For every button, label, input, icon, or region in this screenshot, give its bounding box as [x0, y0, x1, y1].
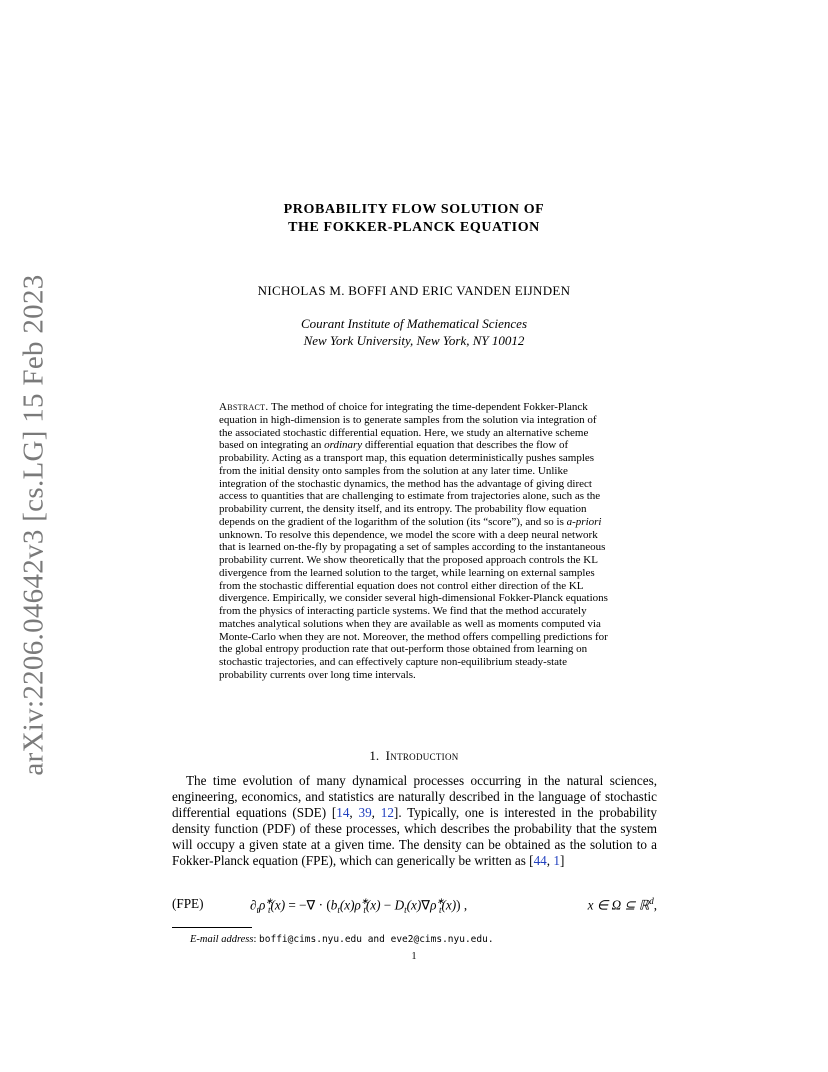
intro-text-3: ]: [559, 853, 565, 869]
fpe-equation: [172, 896, 657, 914]
equation-formula: $\partial_t\rho^∗_t(x)$ = −∇ · $(b_t(x)\rho^∗_t(x) - D_t(x)\nabla\rho^∗_t(x))$ ,: [250, 896, 468, 916]
intro-text-2: ]. Typically, one is interested in the probability density function (PDF) of these processes, which describes the probability that the system will occupy a given state at a given time. The density can be obtained as the solution to a Fokker-Planck equation (FPE), which can generically be written as [: [172, 805, 658, 869]
abstract-block: [219, 401, 609, 682]
author-affiliation: [0, 315, 828, 349]
introduction-paragraph: The time evolution of many dynamical processes occurring in the natural sciences, engineering, economics, and statistics are naturally described in the language of stochastic differential equations (SDE) [14, 39, 12]. Typically, one is interested in the probability density function (PDF) of these processes, which describes the probability that the system will occupy a given state at a given time. The density can be obtained as the solution to a Fokker-Planck equation (FPE), which can generically be written as [44, 1]: [172, 773, 658, 869]
citation-link[interactable]: 39: [358, 805, 372, 821]
abstract-emphasis-ordinary: ordinary: [324, 439, 363, 452]
citation-link[interactable]: 14: [336, 805, 350, 821]
footnote-divider: [172, 927, 252, 928]
abstract-text-2: differential equation that describes the flow of probability. Acting as a transport map, this equation deterministically pushes samples from the initial density onto samples from the solution at any later time. Unlike integration of the stochastic dynamics, the method has the advantage of giving direct access to quantities that are challenging to estimate from trajectories alone, such as the probability current, the density itself, and its entropy. The probability flow equation depends on the gradient of the logarithm of the solution (its “score”), and so is: [219, 439, 601, 528]
citation-link[interactable]: 12: [380, 805, 394, 821]
arxiv-identifier-stamp: [14, 274, 54, 776]
abstract-emphasis-apriori: a-priori: [566, 515, 602, 528]
title-line-1: PROBABILITY FLOW SOLUTION OF: [283, 202, 545, 217]
email-address-boffi[interactable]: boffi@cims.nyu.edu: [259, 934, 362, 945]
paper-authors: NICHOLAS M. BOFFI AND ERIC VANDEN EIJNDEN: [257, 283, 571, 298]
title-line-2: THE FOKKER-PLANCK EQUATION: [288, 220, 540, 235]
affiliation-line-1: Courant Institute of Mathematical Sciences: [300, 316, 527, 331]
citation-link[interactable]: 1: [553, 853, 560, 869]
citation-link[interactable]: 44: [533, 853, 547, 869]
section-number: 1.: [369, 748, 380, 763]
section-title: Introduction: [385, 748, 459, 763]
section-heading-introduction: [0, 748, 828, 764]
footnote-label: E-mail address: [190, 934, 254, 945]
abstract-text-1: The method of choice for integrating the time-dependent Fokker-Planck equation in high-dimension is to generate samples from the solution via integration of the associated stochastic differential equation. Here, we study an alternative scheme based on integrating an: [219, 401, 597, 452]
abstract-text-3: unknown. To resolve this dependence, we model the score with a deep neural network that is learned on-the-fly by propagating a set of samples according to the instantaneous probability current. We show theoretically that the proposed approach controls the KL divergence from the learned solution to the target, while learning on external samples from the stochastic differential equation does not control either direction of the KL divergence. Empirically, we consider several high-dimensional Fokker-Planck equations from the physics of interacting particle systems. We find that the method accurately matches analytical solutions when they are available as well as moments computed via Monte-Carlo when they are not. Moreover, the method offers compelling predictions for the global entropy production rate that out-perform those obtained from learning on stochastic trajectories, and can effectively capture non-equilibrium steady-state probability currents over long time intervals.: [219, 528, 608, 681]
footnote-email: E-mail address: boffi@cims.nyu.edu and eve2@cims.nyu.edu.: [190, 934, 494, 945]
page-number: 1: [411, 951, 417, 962]
arxiv-identifier-text: arXiv:2206.04642v3 [cs.LG] 15 Feb 2023: [17, 274, 50, 776]
paper-title: [0, 201, 828, 237]
affiliation-line-2: New York University, New York, NY 10012: [303, 333, 525, 348]
equation-label: (FPE): [172, 896, 204, 911]
equation-domain: x ∈ Ω ⊆ ℝ$^d$,: [587, 896, 657, 913]
abstract-label: Abstract.: [219, 401, 269, 413]
email-address-eve2[interactable]: eve2@cims.nyu.edu: [390, 934, 488, 945]
intro-text-1: The time evolution of many dynamical processes occurring in the natural sciences, engineering, economics, and statistics are naturally described in the language of stochastic differential equations (SDE) [: [172, 773, 657, 821]
